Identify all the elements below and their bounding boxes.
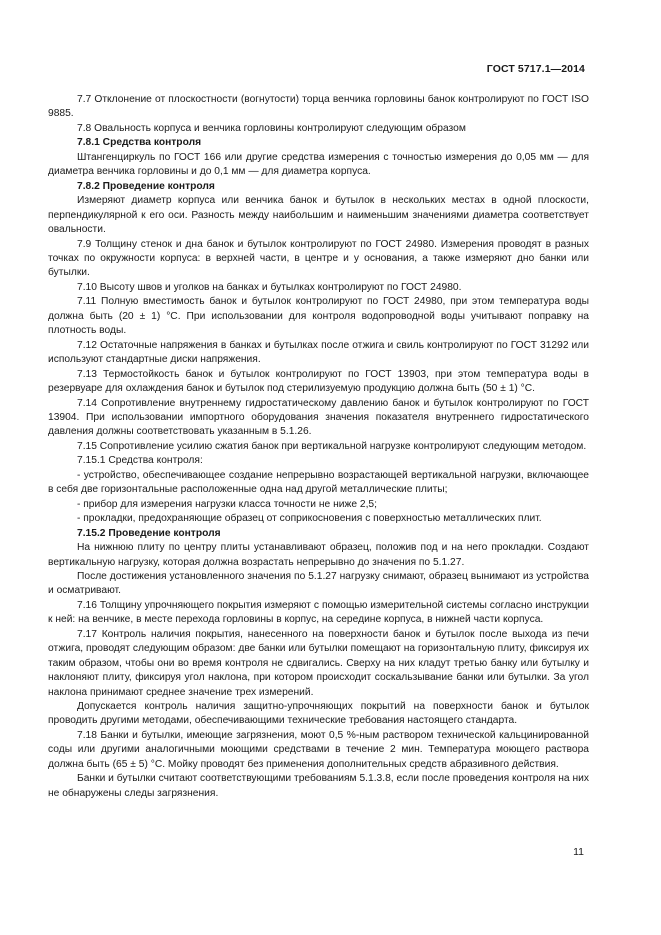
paragraph-7-13: 7.13 Термостойкость банок и бутылок контролируют по ГОСТ 13903, при этом температура воды в резервуаре для охлаждения банок и бутылок под стерилизуемую продукцию должна быть (50 ± 1) °С. (48, 368, 589, 395)
list-item-gaskets: - прокладки, предохраняющие образец от соприкосновения с поверхностью металлических плит. (77, 513, 542, 525)
heading-7-8-2 (48, 180, 589, 194)
heading-number: 7.8.2 (77, 180, 100, 192)
list-item-gauge: - прибор для измерения нагрузки класса точности не ниже 2,5; (77, 498, 377, 510)
paragraph-7-15-2-body-2: После достижения установленного значения по 5.1.27 нагрузку снимают, образец вынимают из устройства и осматривают. (48, 570, 589, 597)
paragraph-7-18: 7.18 Банки и бутылки, имеющие загрязнения, моют 0,5 %-ным раствором технической кальцинированной соды или другими аналогичными моющими средствами в течение 2 мин. Температура моющего раствора должна быть (65 ± 5) °С. Мойку проводят без применения дополнительных средств абразивного действия. (48, 729, 589, 770)
paragraph-7-17-note: Допускается контроль наличия защитно-упрочняющих покрытий на поверхности банок и бутылок проводить другими методами, обеспечивающими технические требования настоящего стандарта. (48, 701, 589, 727)
heading-title: Проведение контроля (108, 527, 221, 539)
paragraph-7-8-2-body: Измеряют диаметр корпуса или венчика банок и бутылок в нескольких местах в одной плоскости, перпендикулярной к его оси. Разность между наибольшим и наименьшим значениями диаметра соответствует овальности. (48, 195, 589, 236)
heading-number: 7.8.1 (77, 137, 100, 149)
list-item-device: - устройство, обеспечивающее создание непрерывно возрастающей вертикальной нагрузки, включающее в себя две горизонтальные расположенные одна над другой металлические плиты; (48, 469, 589, 496)
paragraph-7-10: 7.10 Высоту швов и уголков на банках и бутылках контролируют по ГОСТ 24980. (77, 281, 462, 293)
paragraph-7-18-note: Банки и бутылки считают соответствующими требованиям 5.1.3.8, если после проведения контроля на них не обнаружены следы загрязнения. (48, 773, 589, 799)
paragraph-7-8-1-body: Штангенциркуль по ГОСТ 166 или другие средства измерения с точностью измерения до 0,05 мм — для диаметра венчика горловины и до 0,1 мм — для диаметра корпуса. (48, 151, 589, 178)
heading-7-8-1 (48, 136, 589, 150)
paragraph-7-15-1: 7.15.1 Средства контроля: (77, 455, 203, 467)
paragraph-7-11: 7.11 Полную вместимость банок и бутылок контролируют по ГОСТ 24980, при этом температура воды должна быть (20 ± 1) °С. При использовании для контроля водопроводной воды учитывают поправку на плотность воды. (48, 296, 589, 337)
heading-title: Средства контроля (102, 137, 202, 149)
document-body (48, 93, 589, 801)
paragraph-7-15: 7.15 Сопротивление усилию сжатия банок при вертикальной нагрузке контролируют следующим методом. (77, 440, 587, 452)
paragraph-7-16: 7.16 Толщину упрочняющего покрытия измеряют с помощью измерительной системы согласно инструкции к ней: на венчике, в месте перехода горловины в корпус, на середине корпуса, в нижней части корпуса. (48, 599, 589, 626)
heading-title: Проведение контроля (102, 180, 215, 192)
paragraph-7-15-2-body-1: На нижнюю плиту по центру плиты устанавливают образец, положив под и на него прокладки. Создают вертикальную нагрузку, которая должна возрастать непрерывно до значения по 5.1.27. (48, 542, 589, 568)
paragraph-7-9: 7.9 Толщину стенок и дна банок и бутылок контролируют по ГОСТ 24980. Измерения проводят в разных точках по окружности корпуса: в верхней части, в центре и у основания, а также измеряют дно банки или бутылки. (48, 238, 589, 279)
heading-number: 7.15.2 (77, 527, 106, 539)
heading-7-15-2 (48, 527, 589, 541)
page-number: 11 (573, 846, 584, 858)
paragraph-7-14: 7.14 Сопротивление внутреннему гидростатическому давлению банок и бутылок контролируют по ГОСТ 13904. При использовании импортного оборудования значения показателя внутреннего гидростатического давления должны соответствовать указанным в 5.1.26. (48, 397, 589, 438)
paragraph-7-12: 7.12 Остаточные напряжения в банках и бутылках после отжига и свиль контролируют по ГОСТ 31292 или используют стандартные диски напряжения. (48, 339, 589, 366)
paragraph-7-17: 7.17 Контроль наличия покрытия, нанесенного на поверхности банок и бутылок после выхода из печи отжига, проводят следующим образом: две банки или бутылки помещают на горизонтальную плиту, фиксируя их таким образом, чтобы они во время контроля не сдвигались. Сверху на них кладут третью банку или бутылку и наклоняют плиту, фиксируя угол наклона, при котором происходит соскальзывание банки или бутылки. За угол наклона принимают среднее значение трех измерений. (48, 628, 589, 698)
document-id-header: ГОСТ 5717.1—2014 (486, 63, 585, 75)
paragraph-7-8: 7.8 Овальность корпуса и венчика горловины контролируют следующим образом (77, 122, 466, 134)
paragraph-7-7: 7.7 Отклонение от плоскостности (вогнутости) торца венчика горловины банок контролируют по ГОСТ ISO 9885. (48, 94, 589, 120)
